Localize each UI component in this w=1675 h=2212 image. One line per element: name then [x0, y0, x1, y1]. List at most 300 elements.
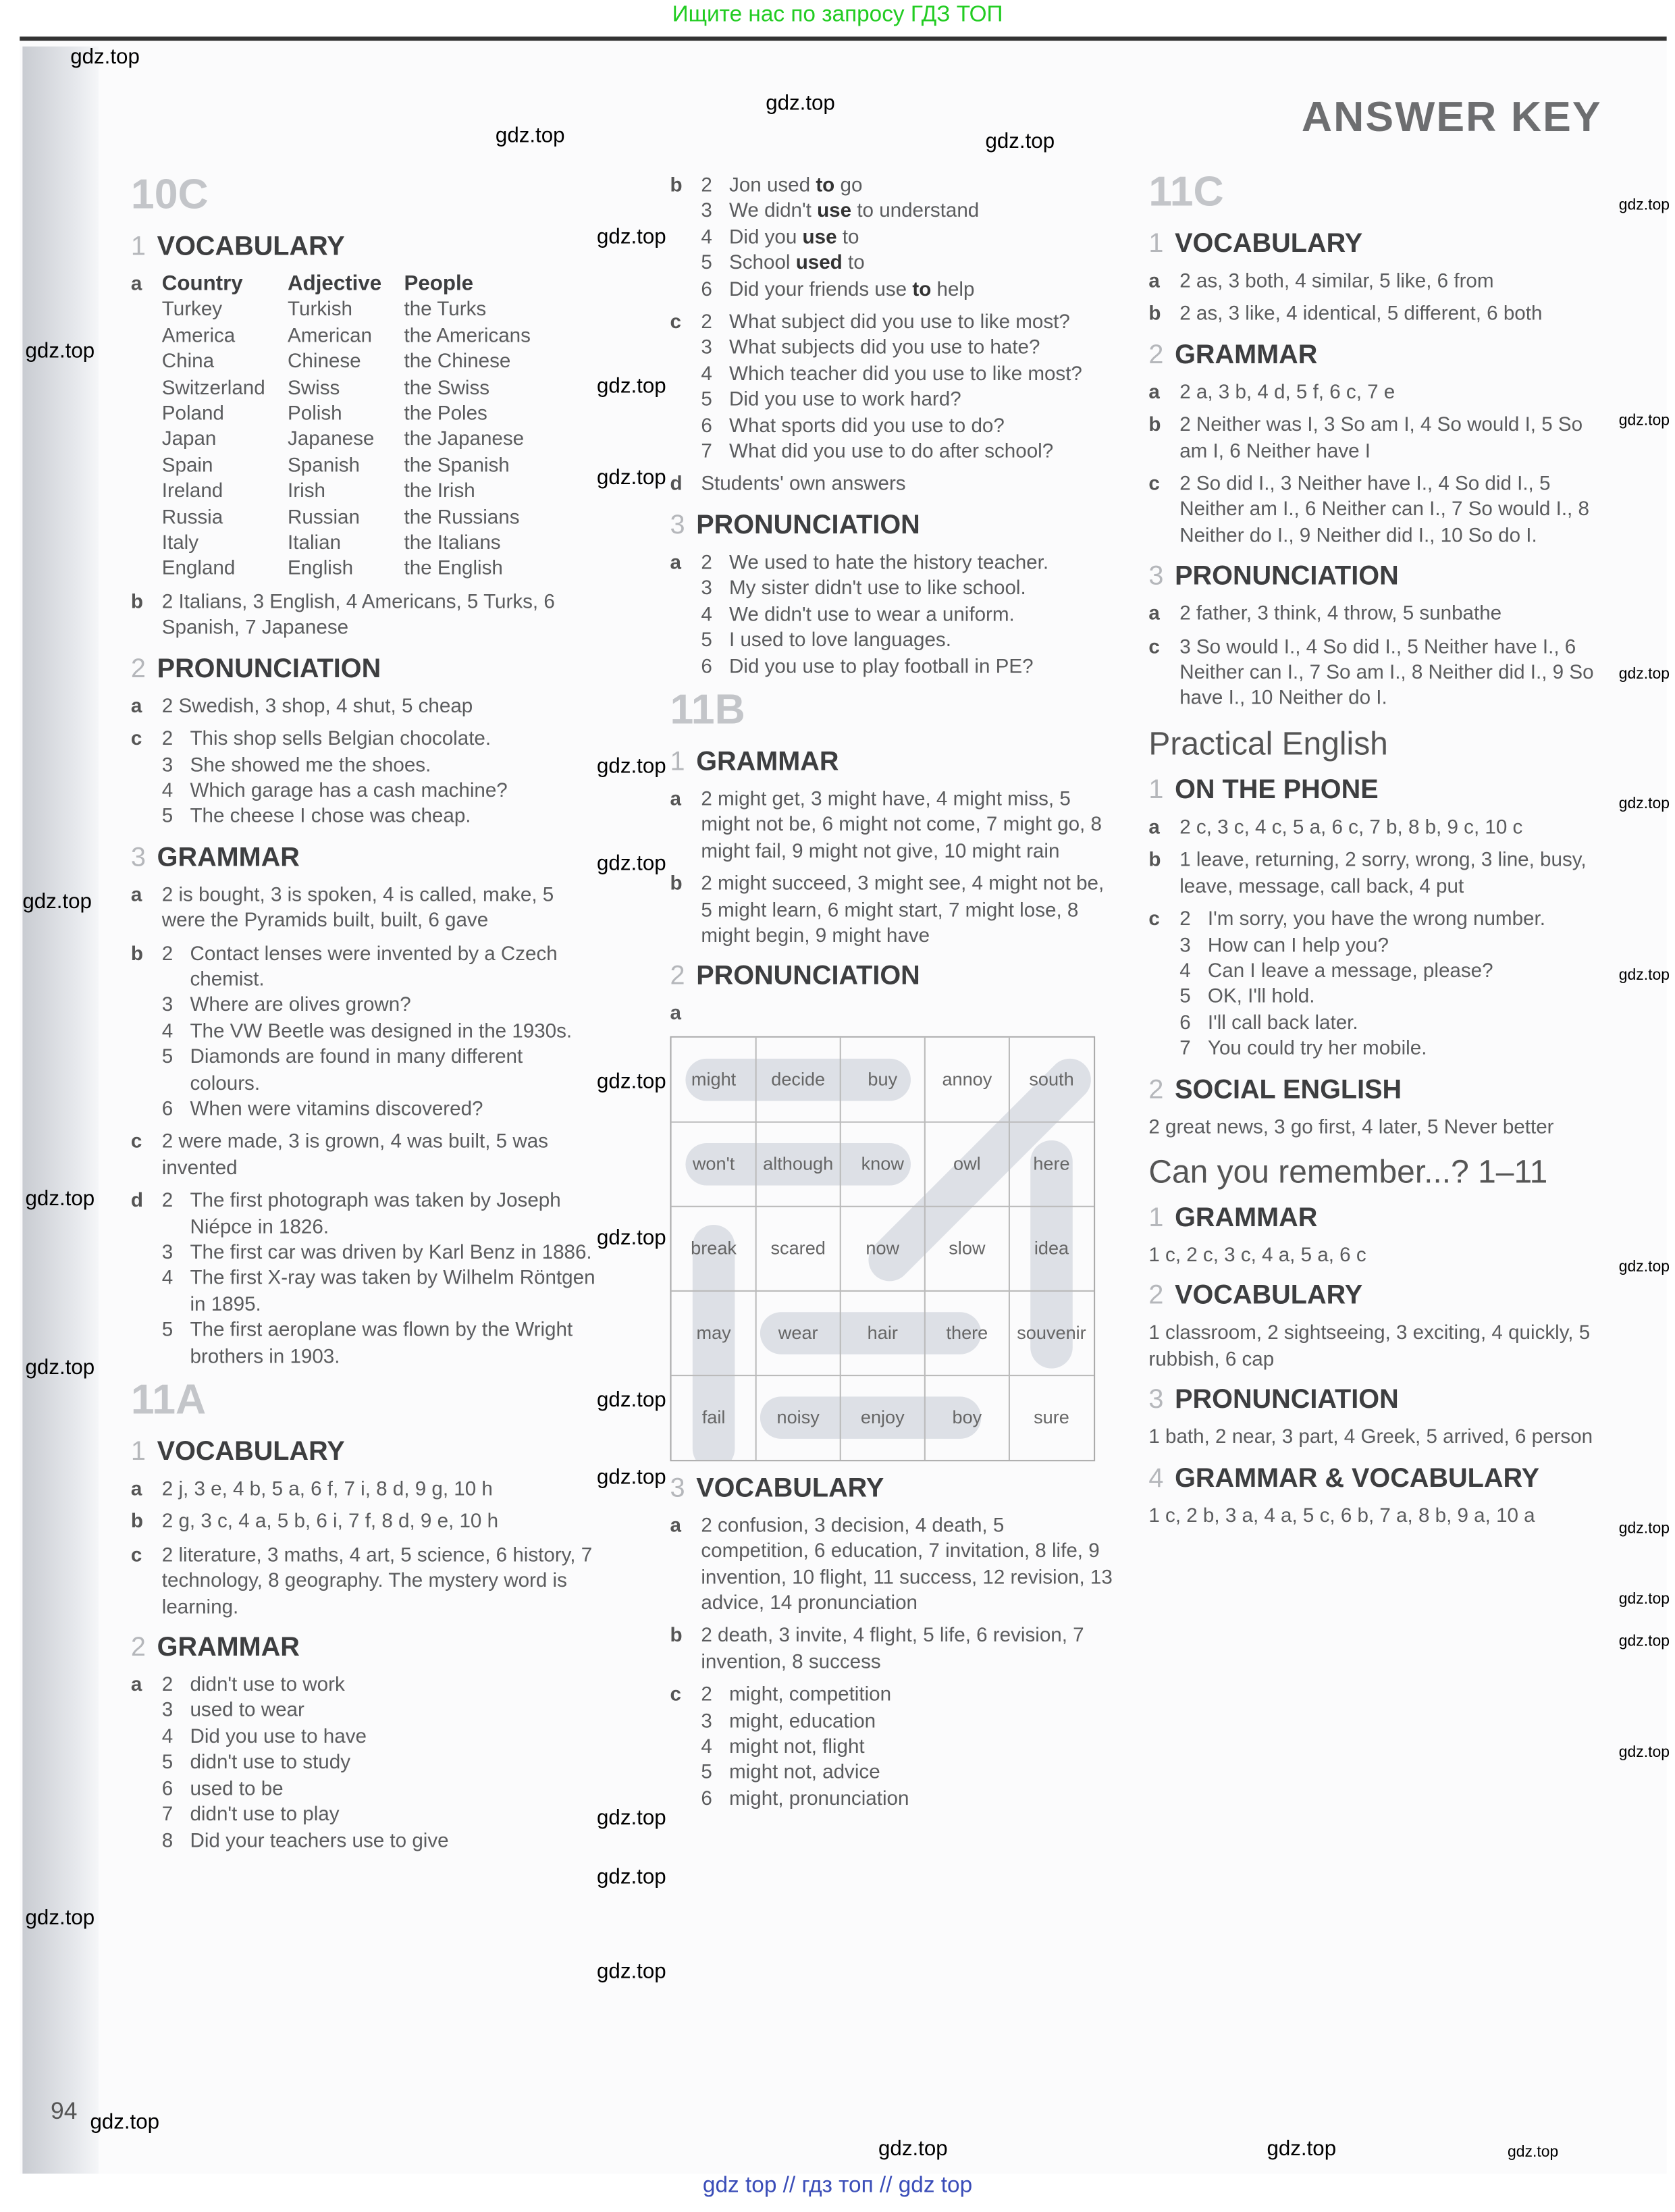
- exercise-letter: c: [670, 1684, 681, 1707]
- bold-word: used: [795, 252, 843, 275]
- item-text: Did you use to work hard?: [729, 388, 961, 412]
- table-cell: Japan: [161, 428, 217, 452]
- exercise-block: [131, 883, 595, 934]
- item-text: My sister didn't use to like school.: [729, 577, 1026, 600]
- exercise-answers: [1179, 815, 1613, 841]
- exercise-block: [1148, 413, 1613, 465]
- section-number: 3: [1148, 562, 1164, 592]
- table-cell: Italy: [161, 532, 199, 555]
- page-number: 94: [51, 2097, 78, 2125]
- exercise-answers: [701, 787, 1113, 864]
- answer-text: 2 great news, 3 go first, 4 later, 5 Never better: [1148, 1115, 1554, 1138]
- item-number: 2: [161, 942, 174, 966]
- table-cell: the Spanish: [404, 454, 510, 477]
- section-title: GRAMMAR: [1175, 340, 1318, 370]
- bold-word: use: [802, 226, 837, 249]
- exercise-answers: [1179, 635, 1613, 712]
- answer-item: [701, 1786, 1113, 1812]
- table-cell: the Swiss: [404, 376, 490, 400]
- text-part: to: [842, 252, 865, 275]
- exercise-letter: c: [1148, 908, 1160, 931]
- table-cell: China: [161, 350, 215, 373]
- exercise-block: [131, 271, 595, 583]
- section-number: 2: [1148, 1074, 1164, 1105]
- section-heading: [131, 653, 595, 687]
- answer-item: [1179, 959, 1613, 984]
- item-text: Did you use to play football in PE?: [729, 655, 1034, 678]
- answer-item: [701, 628, 1113, 654]
- exercise-block: [131, 1673, 595, 1854]
- table-row: [162, 401, 554, 427]
- exercise-answers: [162, 589, 595, 641]
- grid-word: enjoy: [860, 1405, 905, 1427]
- exercise-answers: [162, 941, 595, 1123]
- item-text: What did you use to do after school?: [729, 440, 1054, 464]
- section-heading: [131, 1632, 595, 1666]
- item-number: 2: [161, 1190, 174, 1213]
- item-number: 6: [701, 655, 712, 678]
- exercise-answers: [162, 1510, 595, 1535]
- exercise-block: [1148, 907, 1613, 1062]
- item-text: didn't use to play: [190, 1803, 340, 1826]
- text-part: School: [729, 252, 796, 275]
- item-text: What subject did you use to like most?: [729, 311, 1070, 334]
- exercise-answers: [701, 1624, 1113, 1676]
- item-text: The first X-ray was taken by Wilhelm Röntgen in 1895.: [190, 1267, 595, 1317]
- column-header: People: [404, 271, 474, 296]
- item-number: 2: [161, 1674, 174, 1697]
- exercise-block: [670, 472, 1113, 498]
- exercise-answers: [1179, 269, 1613, 294]
- exercise-block: [131, 693, 595, 719]
- watermark: gdz.top: [597, 1465, 666, 1490]
- text-part: We didn't: [729, 200, 818, 223]
- answer-text: 1 leave, returning, 2 sorry, wrong, 3 line, busy, leave, message, call back, 4 put: [1179, 849, 1587, 898]
- exercise-block: [670, 1513, 1113, 1617]
- answer-item: [1179, 907, 1613, 932]
- subsection-heading: Practical English: [1148, 725, 1388, 762]
- item-number: 5: [161, 806, 174, 828]
- item-text: We didn't use to wear a uniform.: [729, 603, 1015, 627]
- exercise-answers: [162, 883, 595, 934]
- table-row: [162, 298, 554, 323]
- table-cell: Spain: [161, 454, 213, 477]
- answer-item: [1179, 1036, 1613, 1062]
- exercise-letter: a: [1148, 381, 1160, 404]
- item-number: 3: [161, 1700, 174, 1722]
- answer-text: 2 j, 3 e, 4 b, 5 a, 6 f, 7 i, 8 d, 9 g, 10 h: [161, 1478, 493, 1501]
- section-title: VOCABULARY: [696, 1473, 884, 1504]
- exercise-letter: d: [130, 1190, 143, 1213]
- section-heading: [1148, 228, 1613, 262]
- section-number: 2: [670, 962, 685, 992]
- exercise-answers: [162, 693, 595, 719]
- exercise-block: [1148, 848, 1613, 900]
- answer-text: 2 Italians, 3 English, 4 Americans, 5 Turks, 6 Spanish, 7 Japanese: [161, 591, 555, 640]
- item-text: I'm sorry, you have the wrong number.: [1207, 908, 1545, 931]
- answer-item: [162, 1750, 595, 1776]
- item-text: [729, 251, 1113, 277]
- answer-text: 2 So did I., 3 Neither have I., 4 So did I., 5 Neither am I., 6 Neither can I., 7 So would I., 8 Neither do I., 9 Neither did I., 10 So do I.: [1179, 473, 1589, 548]
- exercise-block: [131, 1543, 595, 1621]
- table-cell: Turkey: [161, 298, 223, 322]
- item-text: [729, 277, 1113, 302]
- answer-item: [701, 199, 1113, 225]
- watermark: gdz.top: [1618, 666, 1670, 683]
- answer-text: 2 literature, 3 maths, 4 art, 5 science, 6 history, 7 technology, 8 geography. The mystery word is learning.: [161, 1544, 593, 1619]
- table-cell: Irish: [288, 480, 325, 503]
- watermark: gdz.top: [1618, 1520, 1670, 1537]
- bold-word: use: [817, 200, 852, 223]
- watermark: gdz.top: [25, 339, 95, 363]
- item-text: Did your teachers use to give: [190, 1829, 449, 1852]
- exercise-letter: b: [130, 591, 143, 614]
- exercise-block: [131, 941, 595, 1123]
- item-number: 6: [161, 1777, 174, 1801]
- watermark: gdz.top: [1618, 1258, 1670, 1276]
- section-title: GRAMMAR: [157, 1633, 300, 1663]
- item-number: 4: [701, 226, 712, 249]
- grid-word: wear: [778, 1321, 818, 1343]
- item-text: How can I help you?: [1207, 934, 1389, 957]
- watermark: gdz.top: [597, 1806, 666, 1831]
- section-number: 1: [670, 747, 685, 777]
- item-number: 2: [1179, 908, 1191, 931]
- table-cell: Spanish: [288, 454, 360, 477]
- exercise-letter: b: [670, 872, 683, 896]
- table-cell: American: [288, 325, 373, 348]
- exercise-answers: [701, 173, 1113, 302]
- item-text: The cheese I chose was cheap.: [190, 806, 471, 828]
- section-heading: [670, 510, 1113, 544]
- exercise-letter: b: [1148, 414, 1161, 437]
- grid-word: scared: [770, 1236, 826, 1259]
- section-number: 3: [670, 510, 685, 541]
- page-edge-strip: [22, 47, 99, 2174]
- watermark: gdz.top: [766, 91, 835, 115]
- grid-word: decide: [771, 1068, 826, 1089]
- answer-item: [1179, 932, 1613, 958]
- table-header-row: [162, 271, 554, 297]
- item-number: 6: [161, 1098, 174, 1121]
- watermark: gdz.top: [1618, 1591, 1670, 1608]
- answer-item: [1179, 1010, 1613, 1036]
- grid-word: hair: [867, 1321, 898, 1343]
- exercise-letter: b: [130, 1511, 143, 1534]
- item-text: What subjects did you use to hate?: [729, 337, 1040, 360]
- section-title: GRAMMAR: [1175, 1203, 1318, 1234]
- watermark: gdz.top: [22, 889, 92, 914]
- exercise-block: [131, 727, 595, 831]
- table-row: [162, 479, 554, 504]
- exercise-block: [670, 1683, 1113, 1812]
- item-number: 2: [701, 311, 712, 334]
- watermark: gdz.top: [1618, 412, 1670, 429]
- answer-item: [701, 225, 1113, 251]
- column-header: Adjective: [288, 271, 382, 296]
- table-cell: Italian: [288, 532, 341, 555]
- page-title: ANSWER KEY: [1301, 94, 1602, 141]
- section-heading: [131, 231, 595, 265]
- table-cell: Ireland: [161, 480, 223, 503]
- item-number: 7: [1179, 1037, 1191, 1061]
- exercise-letter: a: [130, 883, 142, 907]
- section-heading: [670, 746, 1113, 780]
- item-number: 2: [701, 1684, 712, 1707]
- text-part: Jon used: [729, 174, 816, 197]
- item-number: 4: [161, 1725, 174, 1749]
- exercise-answers: [1148, 1425, 1613, 1450]
- item-number: 5: [701, 629, 712, 652]
- exercise-block: [1148, 635, 1613, 712]
- answer-item: [162, 1318, 595, 1370]
- answer-text: 2 c, 3 c, 4 c, 5 a, 6 c, 7 b, 8 b, 9 c, 10 c: [1179, 816, 1523, 839]
- section-title: PRONUNCIATION: [157, 654, 381, 684]
- section-title: PRONUNCIATION: [1175, 1385, 1399, 1415]
- section-number: 4: [1148, 1463, 1164, 1494]
- answer-text: 2 as, 3 like, 4 identical, 5 different, 6 both: [1179, 303, 1543, 326]
- section-number: 1: [1148, 775, 1164, 806]
- exercise-letter: c: [670, 311, 681, 334]
- exercise-block: [1148, 1321, 1613, 1373]
- item-number: 3: [701, 337, 712, 360]
- item-text: What sports did you use to do?: [729, 415, 1005, 438]
- answer-item: [162, 941, 595, 993]
- answer-item: [162, 1673, 595, 1698]
- item-number: 5: [701, 388, 712, 412]
- grid-word: may: [696, 1321, 731, 1343]
- watermark: gdz.top: [597, 374, 666, 399]
- answer-item: [701, 1683, 1113, 1708]
- exercise-answers: [1148, 1243, 1613, 1269]
- item-number: 2: [701, 174, 712, 197]
- exercise-letter: a: [130, 1674, 142, 1697]
- item-text: Contact lenses were invented by a Czech chemist.: [190, 942, 558, 991]
- vocabulary-table: [162, 271, 554, 583]
- word-grid: [670, 1036, 1095, 1461]
- footer-links[interactable]: gdz top // гдз топ // gdz top: [702, 2174, 973, 2198]
- section-title: GRAMMAR & VOCABULARY: [1175, 1463, 1540, 1494]
- watermark: gdz.top: [597, 1070, 666, 1095]
- item-text: might, education: [729, 1710, 876, 1733]
- table-cell: Japanese: [288, 428, 375, 452]
- answer-item: [701, 1760, 1113, 1786]
- table-cell: Russian: [288, 506, 360, 529]
- item-text: I used to love languages.: [729, 629, 951, 652]
- exercise-answers: [162, 1188, 595, 1370]
- unit-heading: 10C: [130, 172, 209, 219]
- table-cell: the Americans: [404, 325, 531, 348]
- exercise-block: [1148, 1425, 1613, 1450]
- answer-item: [162, 1698, 595, 1724]
- table-cell: English: [288, 558, 354, 581]
- item-number: 4: [161, 779, 174, 803]
- grid-word: fail: [701, 1405, 726, 1427]
- item-number: 3: [161, 1241, 174, 1265]
- grid-word: sure: [1034, 1405, 1069, 1427]
- answer-item: [162, 1802, 595, 1828]
- answer-item: [701, 602, 1113, 628]
- item-text: The VW Beetle was designed in the 1930s.: [190, 1020, 573, 1043]
- section-number: 2: [1148, 340, 1164, 370]
- item-number: 3: [701, 1710, 712, 1733]
- exercise-letter: d: [670, 473, 683, 496]
- exercise-answers: [1148, 1114, 1613, 1140]
- item-text: The first photograph was taken by Joseph Niépce in 1826.: [190, 1190, 561, 1238]
- answer-item: [162, 1240, 595, 1266]
- item-number: 6: [701, 1787, 712, 1810]
- exercise-letter: a: [1148, 602, 1160, 626]
- table-row: [162, 531, 554, 556]
- section-title: PRONUNCIATION: [696, 510, 920, 541]
- answer-text: 2 g, 3 c, 4 a, 5 b, 6 i, 7 f, 8 d, 9 e, 10 h: [161, 1511, 499, 1534]
- section-number: 3: [130, 843, 146, 873]
- item-text: didn't use to study: [190, 1752, 351, 1774]
- answer-item: [701, 277, 1113, 302]
- grid-label: a: [670, 1003, 681, 1026]
- section-title: GRAMMAR: [157, 843, 300, 873]
- table-row: [162, 375, 554, 401]
- section-heading: [1148, 560, 1613, 594]
- answer-item: [701, 336, 1113, 361]
- item-text: Which teacher did you use to like most?: [729, 363, 1082, 386]
- exercise-letter: b: [670, 1625, 683, 1648]
- unit-heading: 11A: [130, 1377, 207, 1424]
- unit-heading: 11B: [670, 687, 745, 734]
- answer-item: [701, 173, 1113, 199]
- item-number: 5: [701, 1762, 712, 1785]
- answer-item: [162, 1188, 595, 1240]
- watermark: gdz.top: [1618, 967, 1670, 984]
- answer-text: 1 classroom, 2 sightseeing, 3 exciting, 4 quickly, 5 rubbish, 6 cap: [1148, 1322, 1591, 1371]
- exercise-answers: [1179, 302, 1613, 327]
- item-number: 6: [701, 415, 712, 438]
- section-heading: [1148, 1462, 1613, 1496]
- text-part: to: [836, 226, 859, 249]
- table-cell: the Italians: [404, 532, 501, 555]
- section-number: 1: [130, 232, 146, 262]
- item-text: She showed me the shoes.: [190, 754, 431, 776]
- item-text: used to wear: [190, 1700, 304, 1722]
- section-number: 1: [130, 1437, 146, 1467]
- section-title: VOCABULARY: [157, 1437, 345, 1467]
- section-number: 3: [670, 1473, 685, 1504]
- item-number: 4: [701, 363, 712, 386]
- item-number: 4: [161, 1020, 174, 1043]
- watermark: gdz.top: [597, 1226, 666, 1250]
- answer-text: 3 So would I., 4 So did I., 5 Neither have I., 6 Neither can I., 7 So am I., 8 Neither did I., 9 So have I., 10 Neither do I.: [1179, 635, 1594, 710]
- item-text: might, competition: [729, 1684, 892, 1707]
- section-heading: [131, 841, 595, 875]
- grid-word: there: [946, 1321, 988, 1343]
- answer-item: [162, 804, 595, 830]
- answer-item: [701, 310, 1113, 336]
- grid-word: idea: [1034, 1236, 1069, 1259]
- table-cell: the English: [404, 558, 503, 581]
- answer-text: 2 death, 3 invite, 4 flight, 5 life, 6 revision, 7 invention, 8 success: [701, 1625, 1084, 1674]
- exercise-block: [1148, 1243, 1613, 1269]
- answer-text: 1 c, 2 b, 3 a, 4 a, 5 c, 6 b, 7 a, 8 b, 9 a, 10 a: [1148, 1504, 1535, 1527]
- item-number: 5: [161, 1319, 174, 1342]
- exercise-letter: c: [130, 1544, 142, 1567]
- answer-item: [162, 779, 595, 804]
- item-number: 2: [161, 728, 174, 751]
- section-heading: [1148, 1280, 1613, 1314]
- item-number: 6: [701, 278, 712, 301]
- grid-word: now: [866, 1236, 900, 1259]
- item-text: OK, I'll hold.: [1207, 986, 1315, 1009]
- item-text: We used to hate the history teacher.: [729, 552, 1049, 575]
- exercise-answers: [701, 872, 1113, 949]
- exercise-block: [670, 173, 1113, 302]
- exercise-answers: [1179, 848, 1613, 900]
- answer-text: 1 bath, 2 near, 3 part, 4 Greek, 5 arrived, 6 person: [1148, 1426, 1593, 1449]
- table-cell: the Japanese: [404, 428, 525, 452]
- answer-text: 2 were made, 3 is grown, 4 was built, 5 was invented: [161, 1131, 548, 1180]
- item-text: [729, 173, 1113, 199]
- section-heading: [1148, 339, 1613, 373]
- table-cell: Swiss: [288, 376, 340, 400]
- item-text: Diamonds are found in many different colours.: [190, 1046, 523, 1095]
- item-text: I'll call back later.: [1207, 1011, 1358, 1034]
- exercise-letter: a: [1148, 270, 1160, 293]
- text-part: Did your friends use: [729, 278, 913, 301]
- exercise-letter: b: [130, 942, 143, 966]
- answer-item: [162, 1097, 595, 1122]
- item-number: 7: [701, 440, 712, 464]
- grid-word: break: [691, 1236, 737, 1259]
- item-number: 5: [701, 252, 712, 275]
- answer-text: 1 c, 2 c, 3 c, 4 a, 5 a, 6 c: [1148, 1244, 1366, 1267]
- exercise-block: [670, 310, 1113, 465]
- answer-item: [701, 1735, 1113, 1760]
- exercise-answers: [1179, 413, 1613, 465]
- exercise-block: [670, 872, 1113, 949]
- exercise-letter: a: [130, 273, 142, 296]
- exercise-letter: b: [1148, 303, 1161, 326]
- item-text: The first car was driven by Karl Benz in 1886.: [190, 1241, 592, 1265]
- grid-word: won't: [692, 1152, 735, 1174]
- item-text: Which garage has a cash machine?: [190, 779, 508, 803]
- exercise-block: [670, 1624, 1113, 1676]
- exercise-letter: a: [1148, 816, 1160, 839]
- exercise-answers: [1148, 1503, 1613, 1529]
- section-number: 2: [130, 654, 146, 684]
- item-number: 5: [1179, 986, 1191, 1009]
- section-title: VOCABULARY: [1175, 1282, 1363, 1311]
- watermark: gdz.top: [70, 45, 140, 70]
- item-text: Did you use to have: [190, 1725, 367, 1749]
- table-cell: the Chinese: [404, 350, 511, 373]
- watermark: gdz.top: [597, 225, 666, 250]
- table-cell: the Irish: [404, 480, 475, 503]
- table-cell: Russia: [161, 506, 223, 529]
- item-number: 6: [1179, 1011, 1191, 1034]
- answer-text: 2 might succeed, 3 might see, 4 might not be, 5 might learn, 6 might start, 7 might lose, 8 might begin, 9 might have: [701, 872, 1105, 948]
- answer-text: 2 Neither was I, 3 So am I, 4 So would I, 5 So am I, 6 Neither have I: [1179, 414, 1583, 463]
- unit-heading: 11C: [1148, 169, 1224, 216]
- item-text: When were vitamins discovered?: [190, 1098, 483, 1121]
- table-cell: England: [161, 558, 236, 581]
- answer-item: [162, 1019, 595, 1045]
- exercise-answers: [162, 1130, 595, 1182]
- exercise-block: [1148, 302, 1613, 327]
- item-number: 4: [1179, 959, 1191, 983]
- exercise-answers: [162, 1477, 595, 1502]
- watermark: gdz.top: [597, 466, 666, 490]
- table-cell: the Turks: [404, 298, 487, 322]
- answer-item: [162, 993, 595, 1019]
